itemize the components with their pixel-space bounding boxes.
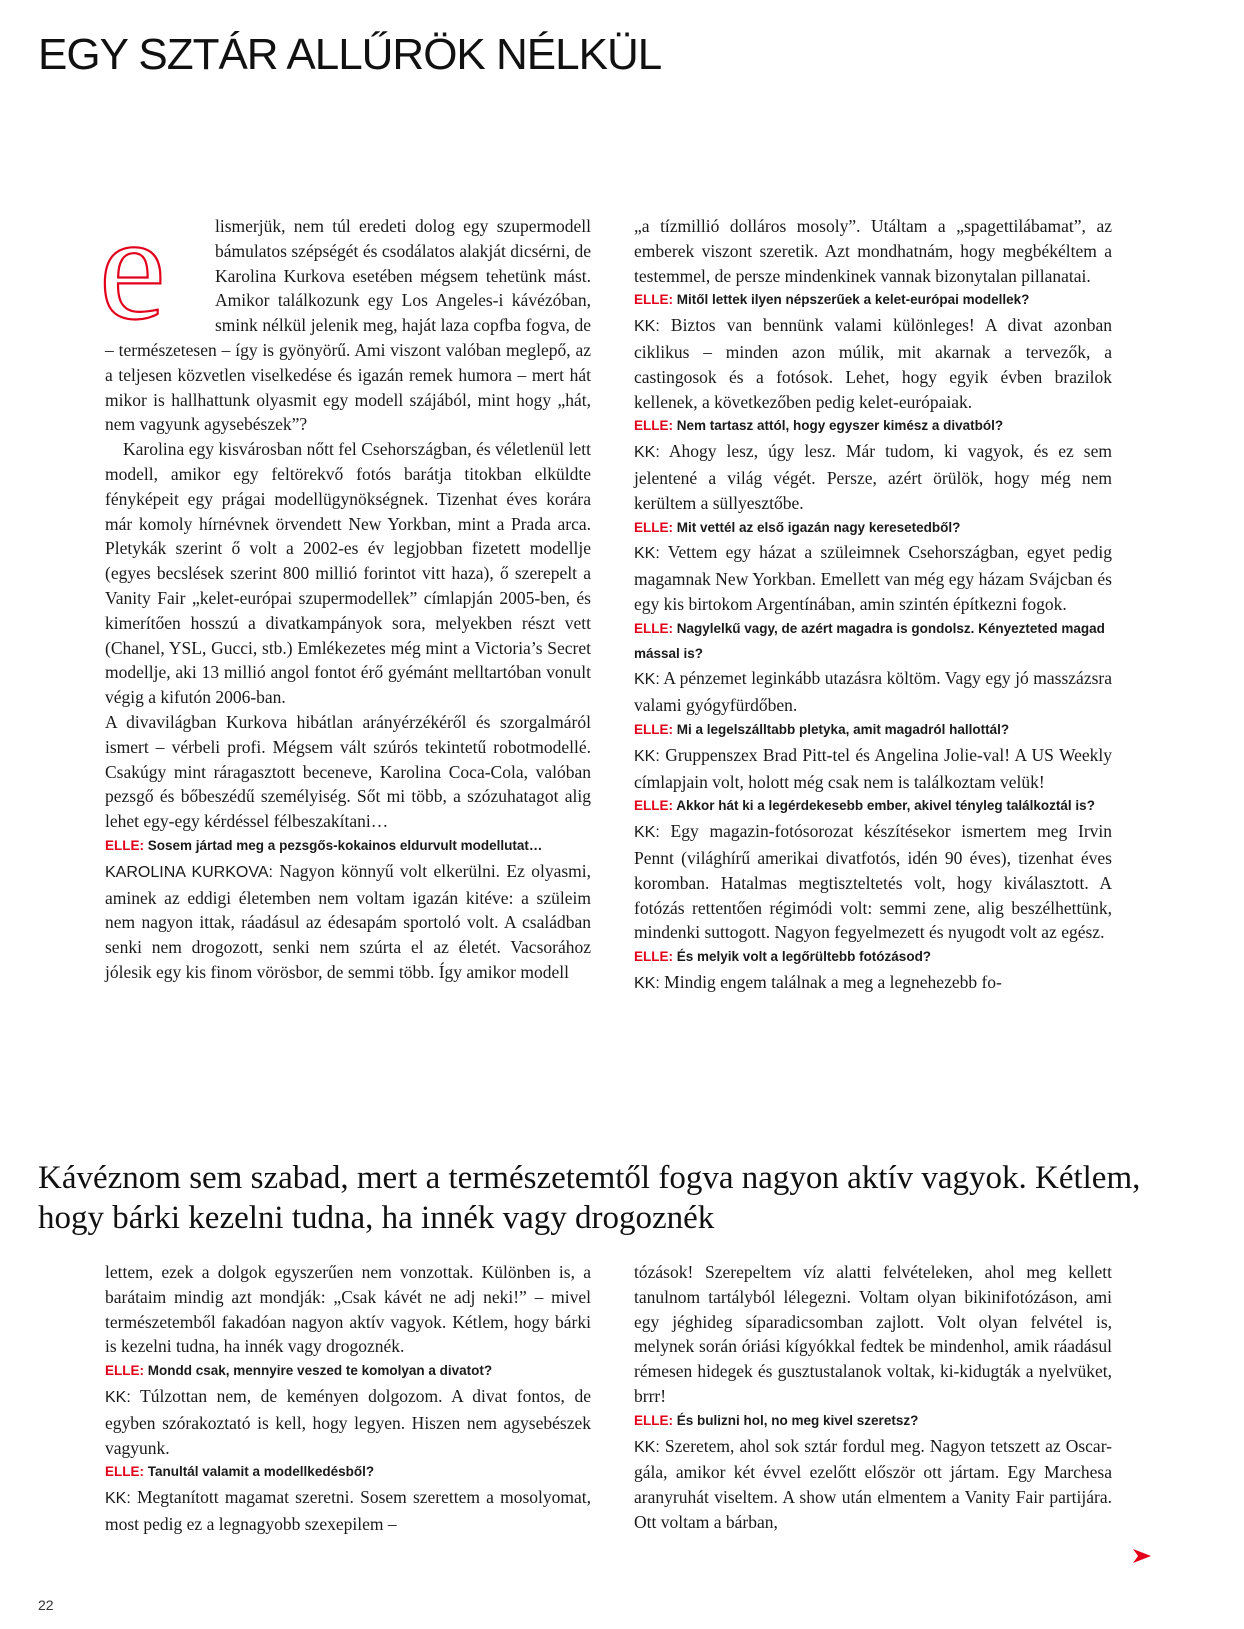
- question-text: Sosem jártad meg a pezsgős-kokainos eldurvult modellutat…: [147, 837, 543, 853]
- column-3: [105, 1260, 591, 1537]
- question-label: ELLE:: [634, 418, 673, 434]
- column-4: [634, 1260, 1112, 1535]
- continue-arrow-icon: [1132, 1548, 1152, 1564]
- answer-label: KK:: [634, 1438, 660, 1456]
- answer-text: Egy magazin-fotósorozat készítésekor ismertem meg Irvin Pennt (világhírű amerikai divatfotós, idén 90 éves), tizenhat éves koromban. Hatalmas megtiszteltetés volt, hogy kiválasztott. A fotózás rettentően régimódi volt: semmi zene, alig beszélhettünk, mindenki suttogott. Nagyon fegyelmezett és nyugodt volt az egész.: [634, 821, 1113, 943]
- answer-text: Mindig engem találnak a meg a legnehezebb fo-: [664, 971, 1002, 992]
- answer-label: KK:: [105, 1490, 131, 1508]
- answer: tózások! Szerepeltem víz alatti felvételeken, ahol meg kellett tanulnom tartályból lélegezni. Voltam olyan bikinifotózáson, ami egy jéghideg síparadicsomban zajlott. Volt olyan felvétel is, melynek során óriási kígyókkal fedtek be mindenhol, amik ráadásul rémesen hidegek és gusztustalanok voltak, ki-kidugták a nyelvüket, brrr!: [634, 1262, 1112, 1406]
- answer-label: KK:: [634, 318, 660, 336]
- question: [634, 617, 1112, 667]
- body-paragraph: A divavilágban Kurkova hibátlan arányérzékéről és szorgalmáról ismert – vérbeli profi. Mégsem vált szúrós tekintetű robotmodellé. Csakúgy mint ráragasztott beceneve, Karolina Coca-Cola, valóban pezsgő és bőbeszédű személyiség. Sőt mi több, a szózuhatagot alig lehet egy-egy kérdéssel félbeszakítani…: [105, 711, 591, 832]
- answer-text: A pénzemet leginkább utazásra költöm. Vagy egy jó masszázsra valami gyógyfürdőben.: [634, 668, 1112, 716]
- answer-label: KAROLINA KURKOVA:: [105, 863, 273, 881]
- question: [634, 945, 1112, 970]
- answer-label: KK:: [634, 824, 660, 842]
- question-text: Mitől lettek ilyen népszerűek a kelet-európai modellek?: [676, 292, 1030, 308]
- answer: [105, 1485, 591, 1537]
- answer: [634, 313, 1112, 414]
- question-label: ELLE:: [634, 292, 673, 308]
- intro-paragraph: lismerjük, nem túl eredeti dolog egy szupermodell bámulatos szépségét és csodálatos alakját dicsérni, de Karolina Kurkova esetében mégsem tehetünk mást. Amikor találkozunk egy Los Angeles-i kávézóban, smink nélkül jelenik meg, haját laza copfba fogva, de – természetesen – így is gyönyörű. Ami viszont valóban meglepő, az a teljesen közvetlen viselkedése és igazán remek humora – mert hát mikor is hallhattunk olyasmit egy modell szájából, mint hogy „hát, nem vagyunk agysebészek”?: [105, 216, 591, 435]
- question-text: Nem tartasz attól, hogy egyszer kimész a divatból?: [676, 418, 1004, 434]
- question-text: Mit vettél az első igazán nagy keresetedből?: [676, 519, 961, 535]
- question-text: Akkor hát ki a legérdekesebb ember, akivel tényleg találkoztál is?: [676, 798, 1095, 814]
- question-label: ELLE:: [634, 721, 673, 737]
- question: [634, 794, 1112, 819]
- answer-text: Vettem egy házat a szüleimnek Csehországban, egyet pedig magamnak New Yorkban. Emellett van még egy házam Svájcban és egy kis birtokom Argentínában, amin szintén építkezni fogok.: [634, 542, 1113, 614]
- question: [105, 1359, 591, 1384]
- answer: [105, 859, 591, 985]
- answer: [634, 819, 1112, 945]
- column-2: [634, 214, 1112, 997]
- answer: [634, 970, 1112, 997]
- column-1: [99, 214, 592, 985]
- question: [105, 1460, 591, 1485]
- pull-quote: Kávéznom sem szabad, mert a természetemtől fogva nagyon aktív vagyok. Kétlem, hogy bárki kezelni tudna, ha innék vagy drogoznék: [38, 1160, 1141, 1236]
- question: [634, 414, 1112, 439]
- answer-text: Túlzottan nem, de keményen dolgozom. A divat fontos, de egyben szórakoztató is kell, hogy legyen. Hiszen nem agysebészek vagyunk.: [105, 1385, 591, 1458]
- question-label: ELLE:: [105, 1464, 144, 1480]
- question-label: ELLE:: [634, 798, 673, 814]
- dropcap-e: [97, 214, 209, 334]
- question-text: És bulizni hol, no meg kivel szeretsz?: [676, 1412, 919, 1428]
- answer-text: Szeretem, ahol sok sztár fordul meg. Nagyon tetszett az Oscar-gála, amikor két évvel ezelőtt először ott jártam. Egy Marchesa aranyruhát viseltem. A show után elmentem a Vanity Fair partijára. Ott voltam a bárban,: [634, 1435, 1113, 1532]
- answer-label: KK:: [634, 444, 660, 462]
- answer: [634, 743, 1112, 795]
- answer: [105, 1384, 591, 1460]
- question-label: ELLE:: [634, 949, 673, 965]
- question: [634, 718, 1112, 743]
- question-label: ELLE:: [634, 1412, 673, 1428]
- article-title: EGY SZTÁR ALLŰRÖK NÉLKÜL: [38, 30, 662, 79]
- question: [634, 288, 1112, 313]
- question: [105, 834, 591, 859]
- svg-text:e: e: [99, 214, 166, 334]
- question-text: Mi a legelszálltabb pletyka, amit magadról hallottál?: [676, 721, 1010, 737]
- answer-text: Nagyon könnyű volt elkerülni. Ez olyasmi, aminek az eddigi életemben nem voltam igazán kitéve: a szüleim nem nagyon ittak, ráadásul az édesapám sportoló volt. A családban senki nem drogozott, senki nem szúrta el az életét. Vacsorához jólesik egy kis finom vörösbor, de semmi több. Így amikor modell: [105, 860, 592, 982]
- answer: „a tízmillió dolláros mosoly”. Utáltam a „spagettilábamat”, az emberek viszont szeretik. Azt mondhatnám, hogy megbékéltem a testemmel, de persze mindenkinek vannak bizonytalan pillanatai.: [634, 216, 1112, 286]
- answer: [634, 666, 1112, 718]
- question-text: És melyik volt a legőrültebb fotózásod?: [676, 949, 932, 965]
- answer: [634, 1434, 1112, 1535]
- question-text: Mondd csak, mennyire veszed te komolyan a divatot?: [147, 1363, 493, 1379]
- answer-text: Biztos van bennünk valami különleges! A divat azonban ciklikus – minden azon múlik, mit akarnak a tervezők, a castingosok és a fotósok. Lehet, hogy egyik évben brazilok kellenek, a következőben pedig kelet-európaiak.: [634, 315, 1113, 412]
- question: [634, 1409, 1112, 1434]
- answer-label: KK:: [634, 671, 660, 689]
- page-number: 22: [38, 1597, 54, 1613]
- question-text: Tanultál valamit a modellkedésből?: [147, 1464, 375, 1480]
- answer-label: KK:: [634, 974, 660, 992]
- body-paragraph: lettem, ezek a dolgok egyszerűen nem vonzottak. Különben is, a barátaim mindig azt mondják: „Csak kávét ne adj neki!” – mivel természetemből fakadóan nagyon aktív vagyok. Kétlem, hogy bárki is kezelni tudna, ha innék vagy drogoznék.: [105, 1262, 591, 1357]
- question: [634, 516, 1112, 541]
- answer: [634, 439, 1112, 515]
- answer-text: Ahogy lesz, úgy lesz. Már tudom, ki vagyok, és ez sem jelentené a világ végét. Persze, azért örülök, hogy még nem kerültem a süllyesztőbe.: [634, 441, 1112, 513]
- question-label: ELLE:: [105, 1363, 144, 1379]
- answer-text: Megtanított magamat szeretni. Sosem szerettem a mosolyomat, most pedig ez a legnagyobb szexepilem –: [105, 1487, 592, 1534]
- answer-label: KK:: [105, 1388, 131, 1406]
- answer: [634, 540, 1112, 616]
- question-text: Nagylelkű vagy, de azért magadra is gondolsz. Kényezteted magad mással is?: [634, 620, 1105, 661]
- question-label: ELLE:: [634, 519, 673, 535]
- question-label: ELLE:: [105, 837, 144, 853]
- body-paragraph: Karolina egy kisvárosban nőtt fel Csehországban, és véletlenül lett modell, amikor egy feltörekvő fotós barátja titokban elküldte fényképeit egy prágai modellügynökségnek. Tizenhat éves korára már komoly hírnévnek örvendett New Yorkban, mint a Prada arca. Pletykák szerint ő volt a 2002-es év legjobban fizetett modellje (egyes becslések szerint 800 millió forintot vitt haza), ő szerepelt a Vanity Fair „kelet-európai szupermodellek” címlapján 2005-ben, és kimerítően hosszú a divatkampányok sora, melyekben részt vett (Chanel, YSL, Gucci, stb.) Emlékezetes még mint a Victoria’s Secret modellje, aki 13 millió angol fontot érő gyémánt melltartóban vonult végig a kifutón 2006-ban.: [105, 439, 591, 708]
- answer-text: Gruppenszex Brad Pitt-tel és Angelina Jolie-val! A US Weekly címlapjain volt, holott még csak nem is találkoztam velük!: [634, 744, 1112, 792]
- question-label: ELLE:: [634, 620, 673, 636]
- answer-label: KK:: [634, 747, 660, 765]
- answer-label: KK:: [634, 545, 660, 563]
